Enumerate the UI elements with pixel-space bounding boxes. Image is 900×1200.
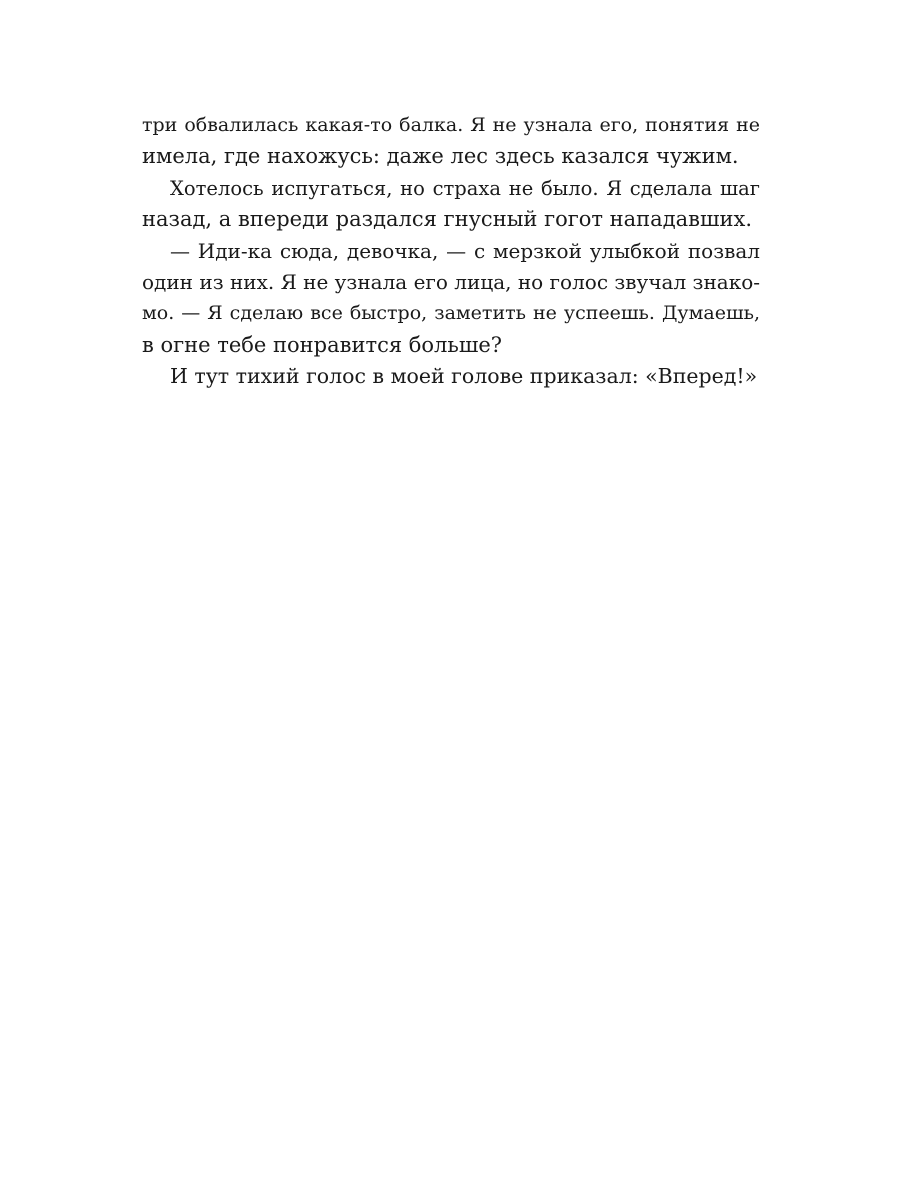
text-line: — Иди-ка сюда, девочка, — с мерзкой улыбкой позвал — [170, 238, 760, 263]
text-line: назад, а впереди раздался гнусный гогот нападавших. — [142, 207, 753, 232]
text-line: один из них. Я не узнала его лица, но голос звучал знако- — [142, 269, 760, 294]
text-line: мо. — Я сделаю все быстро, заметить не успеешь. Думаешь, — [142, 302, 760, 325]
text-line: Хотелось испугаться, но страха не было. Я сделала шаг — [170, 176, 760, 200]
body-text — [142, 110, 760, 393]
text-line: имела, где нахожусь: даже лес здесь казался чужим. — [142, 144, 739, 169]
text-line: три обвалилась какая-то балка. Я не узнала его, понятия не — [142, 114, 760, 136]
text-line: И тут тихий голос в моей голове приказал: «Вперед!» — [170, 364, 758, 389]
text-line: в огне тебе понравится больше? — [142, 332, 503, 357]
